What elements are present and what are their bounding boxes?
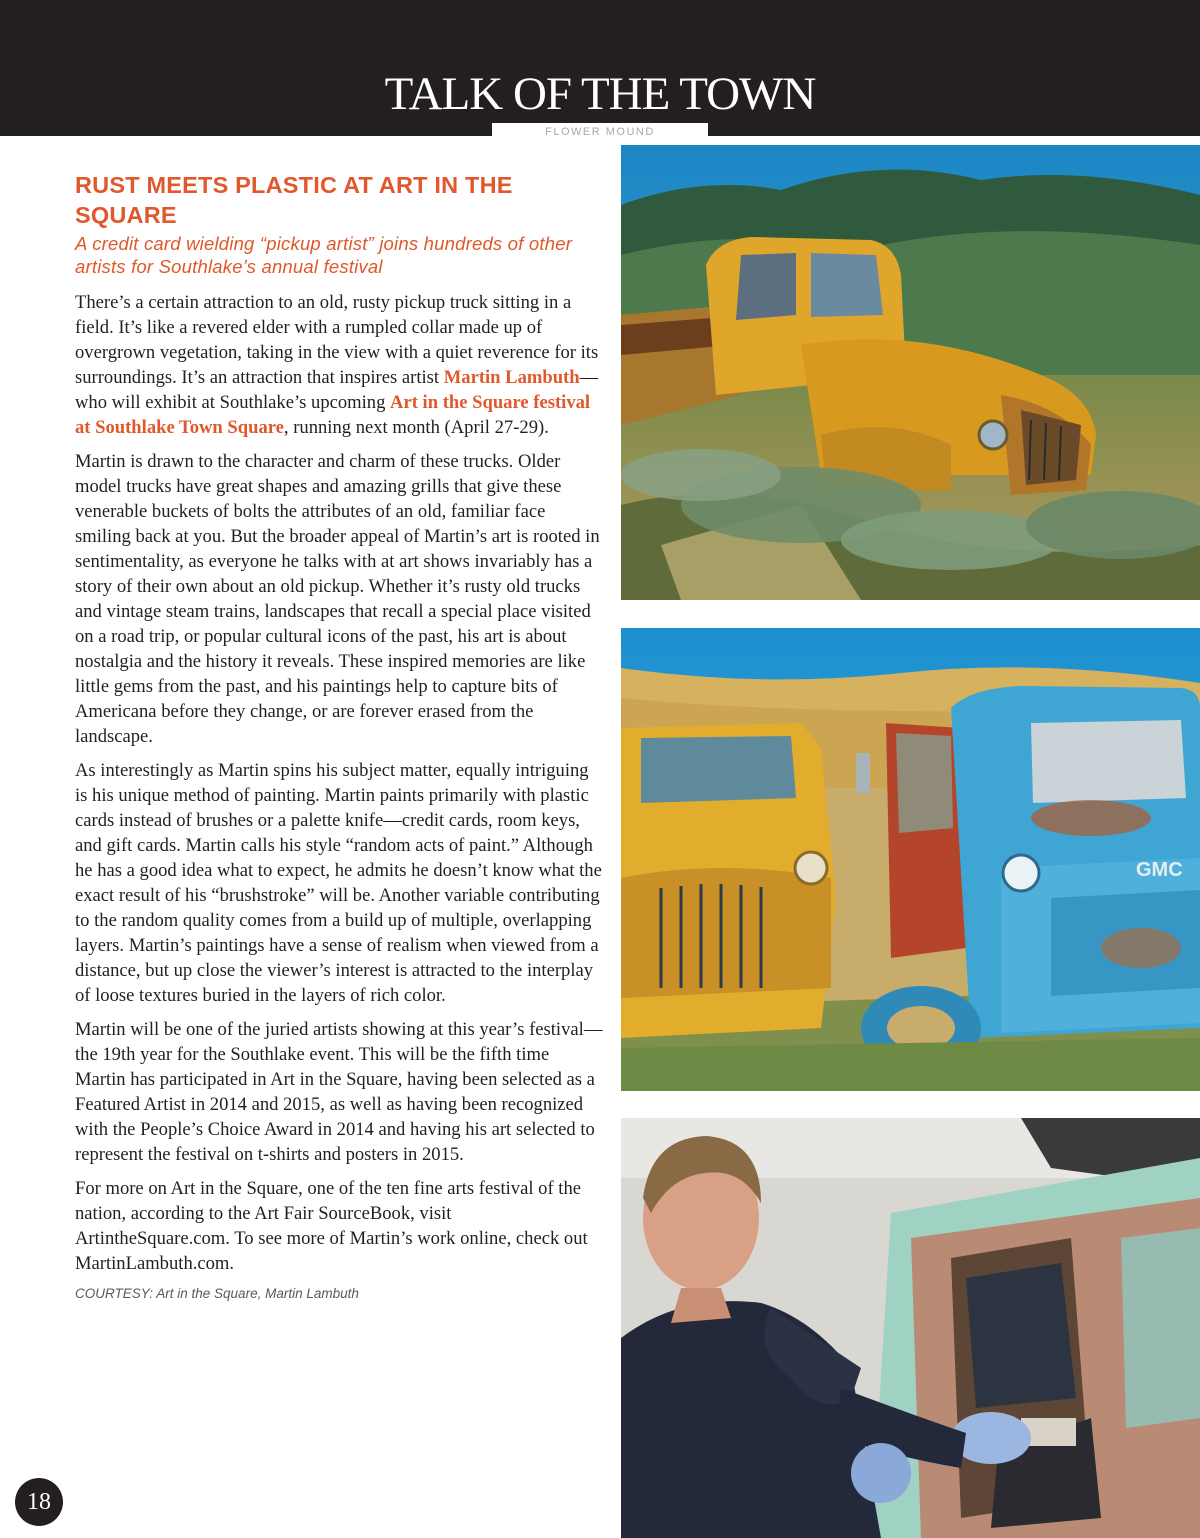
article [75,170,603,1303]
svg-text:GMC: GMC [1136,859,1183,881]
festival-name-link: Art in the Square festival at Southlake Town Square [75,392,591,438]
painting-yellow-truck [621,145,1200,600]
paragraph-1-text-c: , running next month (April 27-29). [283,417,549,438]
article-deck: A credit card wielding “pickup artist” joins hundreds of other artists for Southlake’s annual festival [75,233,573,277]
page-number: 18 [15,1478,63,1526]
photo-courtesy: COURTESY: Art in the Square, Martin Lambuth [75,1286,359,1301]
paragraph-3: As interestingly as Martin spins his subject matter, equally intriguing is his unique method of painting. Martin paints primarily with plastic cards instead of brushes or a palette knife—credit cards, room keys, and gift cards. Martin calls his style “random acts of paint.” Although he has a good idea what to expect, he admits he doesn’t know what the exact result of his “brushstroke” will be. Another variable contributing to the random quality comes from a build up of multiple, overlapping layers. Martin’s paintings have a sense of realism when viewed from a distance, but up close the viewer’s interest is attracted to the interplay of loose textures buried in the layers of rich color. [75,760,602,1006]
section-subtitle: FLOWER MOUND [545,126,655,138]
paragraph-2: Martin is drawn to the character and charm of these trucks. Older model trucks have great shapes and amazing grills that give these venerable buckets of bolts the attributes of an old, familiar face smiling back at you. But the broader appeal of Martin’s art is rooted in sentimentality, as everyone he talks with at art shows invariably has a story of their own about an old pickup. Whether it’s rusty old trucks and vintage steam trains, landscapes that recall a special place visited on a road trip, or popular cultural icons of the past, his art is about nostalgia and the history it reveals. These inspired memories are like little gems from the past, and his paintings help to capture bits of Americana before they change, or are forever erased from the landscape. [75,451,600,747]
paragraph-5: For more on Art in the Square, one of the ten fine arts festival of the nation, according to the Art Fair SourceBook, visit ArtintheSquare.com. To see more of Martin’s work online, check out MartinLambuth.com. [75,1178,588,1274]
artist-name-link: Martin Lambuth [443,367,580,388]
photo-artist-painting [621,1118,1200,1538]
paragraph-1-text-a: There’s a certain attraction to an old, rusty pickup truck sitting in a field. It’s like a revered elder with a rumpled collar made up of overgrown vegetation, taking in the view with a quiet reverence for its surroundings. It’s an attraction that inspires artist [75,292,599,388]
paragraph-1-text-b: —who will exhibit at Southlake’s upcoming [75,367,599,413]
painting-two-trucks-image [621,628,1200,1091]
painting-yellow-truck-image [621,145,1200,600]
paragraph-1 [75,290,603,440]
painting-two-trucks [621,628,1200,1091]
paragraph-4: Martin will be one of the juried artists showing at this year’s festival—the 19th year for the Southlake event. This will be the fifth time Martin has participated in Art in the Square, having been selected as a Featured Artist in 2014 and 2015, as well as having been recognized with the People’s Choice Award in 2014 and having his art selected to represent the festival on t-shirts and posters in 2015. [75,1019,603,1165]
photo-artist-painting-image [621,1118,1200,1538]
section-title: TALK OF THE TOWN [384,68,816,120]
article-headline: RUST MEETS PLASTIC AT ART IN THE SQUARE [75,172,513,228]
